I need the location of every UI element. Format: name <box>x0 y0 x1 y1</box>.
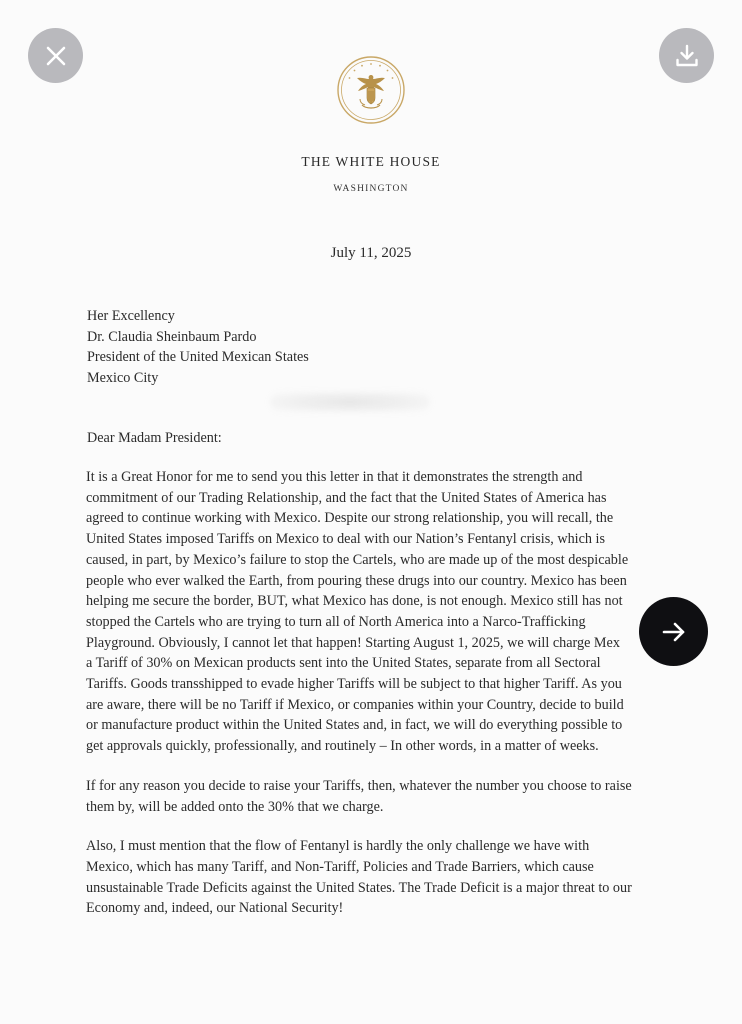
letter-date: July 11, 2025 <box>330 245 412 261</box>
download-button[interactable] <box>659 28 714 83</box>
letter-body <box>86 467 646 938</box>
body-line: unsustainable Trade Deficits against the United States. The Trade Deficit is a major threat to our <box>86 879 632 896</box>
salutation: Dear Madam President: <box>87 430 222 446</box>
body-line: Also, I must mention that the flow of Fentanyl is hardly the only challenge we have with <box>86 838 590 855</box>
recipient-address <box>87 306 607 389</box>
paragraph-3 <box>86 836 646 919</box>
close-button[interactable] <box>28 28 83 83</box>
body-line: Economy and, indeed, our National Security! <box>86 900 344 917</box>
body-line: If for any reason you decide to raise your Tariffs, then, whatever the number you choose to raise <box>86 777 632 794</box>
arrow-right-icon <box>660 618 688 646</box>
body-line: a Tariff of 30% on Mexican products sent into the United States, separate from all Sectoral <box>86 655 601 672</box>
body-line: stopped the Cartels who are trying to turn all of North America into a Narco-Trafficking <box>86 613 586 630</box>
body-line: Playground. Obviously, I cannot let that happen! Starting August 1, 2025, we will charge Mex <box>86 634 620 651</box>
body-line: Tariffs. Goods transshipped to evade higher Tariffs will be subject to that higher Tariff. As you <box>86 676 622 693</box>
body-line: United States imposed Tariffs on Mexico to deal with our Nation’s Fentanyl crisis, which is <box>86 531 606 548</box>
body-line: or manufacture product within the United States and, in fact, we will do everything possible to <box>86 717 623 734</box>
body-line: caused, in part, by Mexico’s failure to stop the Cartels, who are made up of the most despicable <box>86 551 629 568</box>
body-line: agreed to continue working with Mexico. Despite our strong relationship, you will recall, the <box>86 510 614 527</box>
close-icon <box>45 45 67 67</box>
body-line: people who ever walked the Earth, from pouring these drugs into our country. Mexico has been <box>86 572 627 589</box>
download-icon <box>674 43 700 69</box>
address-line: Mexico City <box>87 370 159 387</box>
body-line: get approvals quickly, professionally, and routinely – In other words, in a matter of weeks. <box>86 738 599 755</box>
address-line: President of the United Mexican States <box>87 349 309 366</box>
letterhead-title: THE WHITE HOUSE <box>301 154 441 169</box>
body-line: are aware, there will be no Tariff if Mexico, or companies within your Country, decide to build <box>86 696 624 713</box>
paragraph-1 <box>86 467 646 757</box>
body-line: commitment of our Trading Relationship, and the fact that the United States of America has <box>86 489 607 506</box>
body-line: helping me secure the border, BUT, what Mexico has done, is not enough. Mexico still has not <box>86 593 623 610</box>
presidential-seal-icon <box>336 55 406 125</box>
paragraph-2 <box>86 776 646 817</box>
body-line: It is a Great Honor for me to send you this letter in that it demonstrates the strength and <box>86 469 583 485</box>
letterhead-subtitle: WASHINGTON <box>333 184 409 194</box>
body-line: Mexico, which has many Tariff, and Non-Tariff, Policies and Trade Barriers, which cause <box>86 858 594 875</box>
next-page-button[interactable] <box>639 597 708 666</box>
scan-smudge <box>270 392 430 412</box>
body-line: them by, will be added onto the 30% that we charge. <box>86 798 384 815</box>
address-line: Her Excellency <box>87 308 175 324</box>
address-line: Dr. Claudia Sheinbaum Pardo <box>87 328 257 345</box>
